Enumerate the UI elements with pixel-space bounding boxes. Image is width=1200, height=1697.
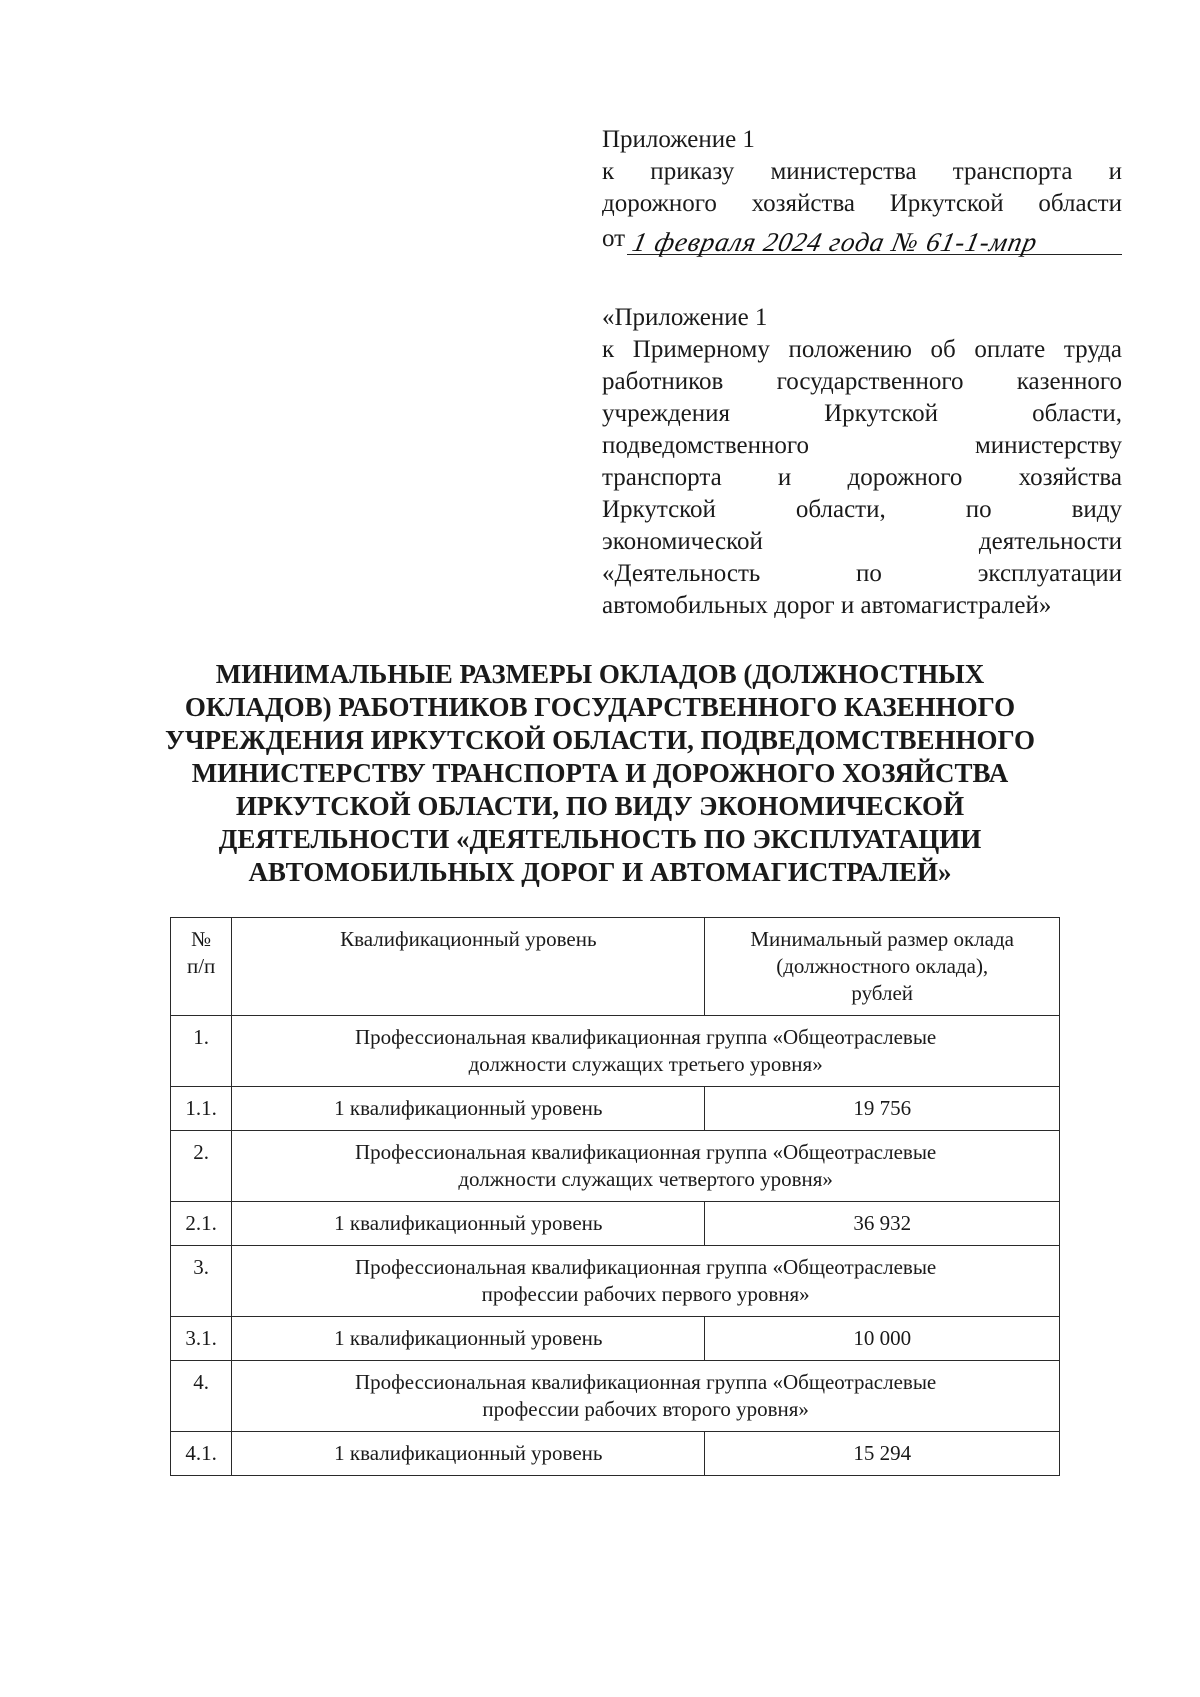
row-number: 2.1. bbox=[171, 1202, 232, 1246]
group-row bbox=[171, 1016, 1060, 1087]
salary-table bbox=[170, 917, 1060, 1476]
group-name bbox=[232, 1131, 1060, 1202]
table-header-row bbox=[171, 918, 1060, 1016]
group-number: 2. bbox=[171, 1131, 232, 1202]
group-row bbox=[171, 1361, 1060, 1432]
quoted-appendix-header bbox=[602, 302, 1122, 622]
quoted-appendix-line: транспорта и дорожного хозяйства bbox=[602, 464, 1122, 491]
title-line: УЧРЕЖДЕНИЯ ИРКУТСКОЙ ОБЛАСТИ, ПОДВЕДОМСТВЕННОГО bbox=[165, 725, 1035, 755]
header-number-line: № bbox=[191, 927, 212, 951]
row-level: 1 квалификационный уровень bbox=[232, 1087, 705, 1131]
title-line: АВТОМОБИЛЬНЫХ ДОРОГ И АВТОМАГИСТРАЛЕЙ» bbox=[248, 857, 952, 887]
group-row bbox=[171, 1246, 1060, 1317]
handwritten-date-field bbox=[627, 220, 1122, 255]
row-salary: 10 000 bbox=[705, 1317, 1060, 1361]
appendix-line: дорожного хозяйства Иркутской области bbox=[602, 190, 1122, 217]
group-name-line: Профессиональная квалификационная группа «Общеотраслевые bbox=[355, 1025, 937, 1049]
group-row bbox=[171, 1131, 1060, 1202]
date-prefix: от bbox=[602, 225, 626, 252]
group-name-line: Профессиональная квалификационная группа «Общеотраслевые bbox=[355, 1255, 937, 1279]
row-level: 1 квалификационный уровень bbox=[232, 1432, 705, 1476]
handwritten-signature: 1 февраля 2024 года № 61-1-мпр bbox=[629, 227, 1041, 257]
table-row bbox=[171, 1202, 1060, 1246]
quoted-appendix-line: к Примерному положению об оплате труда bbox=[602, 336, 1122, 363]
row-salary: 15 294 bbox=[705, 1432, 1060, 1476]
group-number: 4. bbox=[171, 1361, 232, 1432]
row-salary: 19 756 bbox=[705, 1087, 1060, 1131]
group-name bbox=[232, 1361, 1060, 1432]
group-name-line: Профессиональная квалификационная группа «Общеотраслевые bbox=[355, 1370, 937, 1394]
header-number bbox=[171, 918, 232, 1016]
table-row bbox=[171, 1317, 1060, 1361]
quoted-appendix-line: автомобильных дорог и автомагистралей» bbox=[602, 592, 1052, 619]
title-line: ОКЛАДОВ) РАБОТНИКОВ ГОСУДАРСТВЕННОГО КАЗЕННОГО bbox=[184, 692, 1016, 722]
row-level: 1 квалификационный уровень bbox=[232, 1317, 705, 1361]
quoted-appendix-title: «Приложение 1 bbox=[602, 304, 768, 331]
header-number-line: п/п bbox=[186, 954, 216, 978]
table-row bbox=[171, 1432, 1060, 1476]
header-salary-line: (должностного оклада), bbox=[776, 954, 989, 978]
row-salary: 36 932 bbox=[705, 1202, 1060, 1246]
header-level: Квалификационный уровень bbox=[232, 918, 705, 1016]
group-name bbox=[232, 1246, 1060, 1317]
group-name bbox=[232, 1016, 1060, 1087]
row-number: 3.1. bbox=[171, 1317, 232, 1361]
appendix-header bbox=[602, 124, 1122, 255]
table-row bbox=[171, 1087, 1060, 1131]
group-name-line: должности служащих третьего уровня» bbox=[468, 1052, 823, 1076]
appendix-title: Приложение 1 bbox=[602, 126, 755, 153]
header-salary-line: Минимальный размер оклада bbox=[750, 927, 1014, 951]
group-name-line: должности служащих четвертого уровня» bbox=[458, 1167, 833, 1191]
appendix-line: к приказу министерства транспорта и bbox=[602, 158, 1122, 185]
title-line: ДЕЯТЕЛЬНОСТИ «ДЕЯТЕЛЬНОСТЬ ПО ЭКСПЛУАТАЦИИ bbox=[218, 824, 982, 854]
group-name-line: профессии рабочих второго уровня» bbox=[482, 1397, 809, 1421]
header-salary-line: рублей bbox=[851, 981, 914, 1005]
group-name-line: профессии рабочих первого уровня» bbox=[481, 1282, 810, 1306]
group-number: 3. bbox=[171, 1246, 232, 1317]
row-number: 1.1. bbox=[171, 1087, 232, 1131]
quoted-appendix-line: учреждения Иркутской области, bbox=[602, 400, 1122, 427]
group-number: 1. bbox=[171, 1016, 232, 1087]
quoted-appendix-line: Иркутской области, по виду bbox=[602, 496, 1122, 523]
quoted-appendix-line: подведомственного министерству bbox=[602, 432, 1122, 459]
title-line: ИРКУТСКОЙ ОБЛАСТИ, ПО ВИДУ ЭКОНОМИЧЕСКОЙ bbox=[235, 791, 965, 821]
title-line: МИНИСТЕРСТВУ ТРАНСПОРТА И ДОРОЖНОГО ХОЗЯЙСТВА bbox=[191, 758, 1009, 788]
quoted-appendix-line: «Деятельность по эксплуатации bbox=[602, 560, 1122, 587]
quoted-appendix-line: работников государственного казенного bbox=[602, 368, 1122, 395]
title-line: МИНИМАЛЬНЫЕ РАЗМЕРЫ ОКЛАДОВ (ДОЛЖНОСТНЫХ bbox=[215, 659, 985, 689]
row-number: 4.1. bbox=[171, 1432, 232, 1476]
quoted-appendix-line: экономической деятельности bbox=[602, 528, 1122, 555]
row-level: 1 квалификационный уровень bbox=[232, 1202, 705, 1246]
group-name-line: Профессиональная квалификационная группа «Общеотраслевые bbox=[355, 1140, 937, 1164]
order-date-line bbox=[602, 220, 1122, 255]
document-title bbox=[150, 658, 1050, 889]
header-salary bbox=[705, 918, 1060, 1016]
